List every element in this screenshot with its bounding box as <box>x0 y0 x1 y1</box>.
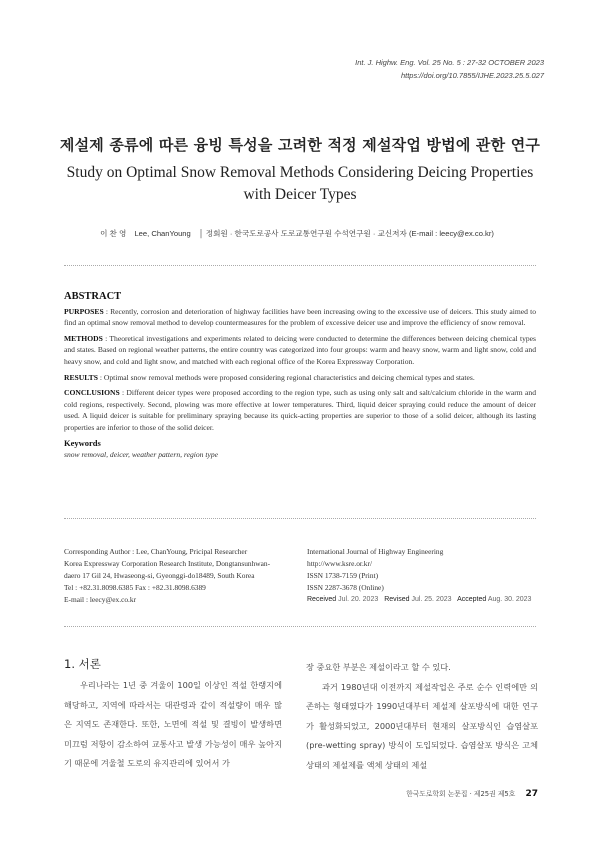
methods-paragraph <box>64 333 536 368</box>
author-affiliation: │ 정회원 · 한국도로공사 도로교통연구원 수석연구원 · 교신저자 (E-mail : leecy@ex.co.kr) <box>198 229 494 238</box>
footer-journal: 한국도로학회 논문집 · 제25권 제5호 <box>406 790 516 798</box>
journal-url[interactable]: http://www.ksre.or.kr/ <box>307 559 373 568</box>
body-paragraph: 과거 1980년대 이전까지 제설작업은 주로 순수 인력에만 의존하는 형태였다가 1990년대부터 제설제 살포방식에 대한 연구가 활성화되었고, 2000년대부터 현재의 살포방식인 습염살포(pre-wetting spray) 방식이 도입되었다. 습염살포 방식은 고체 상태의 제설제를 액체 상태의 제설 <box>306 681 538 770</box>
conclusions-paragraph <box>64 387 536 433</box>
abstract-section <box>64 291 536 461</box>
issn-print: ISSN 1738-7159 (Print) <box>307 571 379 580</box>
methods-text: : Theoretical investigations and experiments related to deicing were conducted to determine the differences between deicing chemical types and states. Based on regional weather patterns, the entire country was categorized into four groups: warm and heavy snow, warm and light snow, cold and heavy snow, and cold and light snow, and matched with each regional office of the Korea Expressway Corporation. <box>64 333 536 366</box>
doi-link[interactable]: https://doi.org/10.7855/IJHE.2023.25.5.027 <box>400 71 544 80</box>
conclusions-label: CONCLUSIONS <box>64 388 120 398</box>
accepted-date: Aug. 30. 2023 <box>487 596 532 603</box>
body-column-right <box>306 658 538 775</box>
purposes-text: : Recently, corrosion and deterioration of highway facilities have been increasing owing to the excessive use of deicers. This study aimed to find an optimal snow removal method to develop countermeasures for the problem of excessive deicer use and improve the efficiency of snow removal. <box>64 306 536 328</box>
abstract-heading: ABSTRACT <box>64 291 122 302</box>
corr-email[interactable]: E-mail : leecy@ex.co.kr <box>64 595 137 604</box>
received-date: Jul. 20. 2023 <box>338 596 379 603</box>
keywords-heading: Keywords <box>64 437 101 448</box>
corr-phone: Tel : +82.31.8098.6385 Fax : +82.31.8098.6389 <box>64 583 206 592</box>
author-name-korean: 이 찬 영 <box>100 229 127 238</box>
body-paragraph: 장 중요한 부분은 제설이라고 할 수 있다. <box>306 662 451 672</box>
corr-author: Corresponding Author : Lee, ChanYoung, Pricipal Researcher <box>64 547 248 556</box>
page-number: 27 <box>525 789 538 799</box>
author-line <box>0 228 600 239</box>
page-footer <box>406 788 538 799</box>
correspondence-block <box>64 546 286 606</box>
journal-citation-header <box>355 56 544 82</box>
divider <box>64 265 536 266</box>
results-paragraph <box>64 372 536 384</box>
revised-label: Revised <box>384 596 410 603</box>
results-label: RESULTS <box>64 372 98 382</box>
revised-date: Jul. 25. 2023 <box>411 596 452 603</box>
accepted-label: Accepted <box>457 596 487 603</box>
purposes-paragraph <box>64 306 536 329</box>
journal-name: International Journal of Highway Engineering <box>307 547 444 556</box>
title-english: Study on Optimal Snow Removal Methods Considering Deicing Properties with Deicer Types <box>66 164 534 203</box>
citation-line: Int. J. Highw. Eng. Vol. 25 No. 5 : 27-32 OCTOBER 2023 <box>355 58 544 67</box>
divider <box>64 518 536 519</box>
issn-online: ISSN 2287-3678 (Online) <box>307 583 384 592</box>
purposes-label: PURPOSES <box>64 306 104 316</box>
body-paragraph: 우리나라는 1년 중 겨울이 100일 이상인 적설 한랭지에 해당하고, 지역에 따라서는 대관령과 같이 적설량이 매우 많은 지역도 존재한다. 또한, 노면에 적설 및 결빙이 발생하면 미끄럼 저항이 감소하여 교통사고 발생 가능성이 매우 높아지기 때문에 겨울철 도로의 유지관리에 있어서 가 <box>64 680 282 768</box>
keywords-text: snow removal, deicer, weather pattern, region type <box>64 450 219 460</box>
received-label: Received <box>307 596 337 603</box>
dates-line <box>307 594 547 606</box>
author-name-english: Lee, ChanYoung <box>134 229 191 238</box>
results-text: : Optimal snow removal methods were proposed considering regional characteristics and deicing chemical types and states. <box>97 372 475 382</box>
body-column-left <box>64 654 282 774</box>
journal-info-block <box>307 546 547 606</box>
divider <box>64 626 536 627</box>
methods-label: METHODS <box>64 333 103 343</box>
corr-address: Korea Expressway Corporation Research Institute, Dongtansunhwan-daero 17 Gil 24, Hwaseong-si, Gyeonggi-do18489, South Korea <box>64 559 271 580</box>
conclusions-text: : Different deicer types were proposed according to the region type, such as using only salt and salt/calcium chloride in the warm and cold regions, respectively. Second, plowing was more effective at lower temperatures. Third, liquid deicer spraying could reduce the amount of deicer used. A liquid deicer is suitable for preliminary spraying because its quick-acting properties are superior to those of a solid deicer, although its lasting properties are inferior to those of the solid deicer. <box>64 388 536 432</box>
section-title: 1. 서론 <box>64 657 101 671</box>
title-korean: 제설제 종류에 따른 융빙 특성을 고려한 적정 제설작업 방법에 관한 연구 <box>59 136 541 154</box>
